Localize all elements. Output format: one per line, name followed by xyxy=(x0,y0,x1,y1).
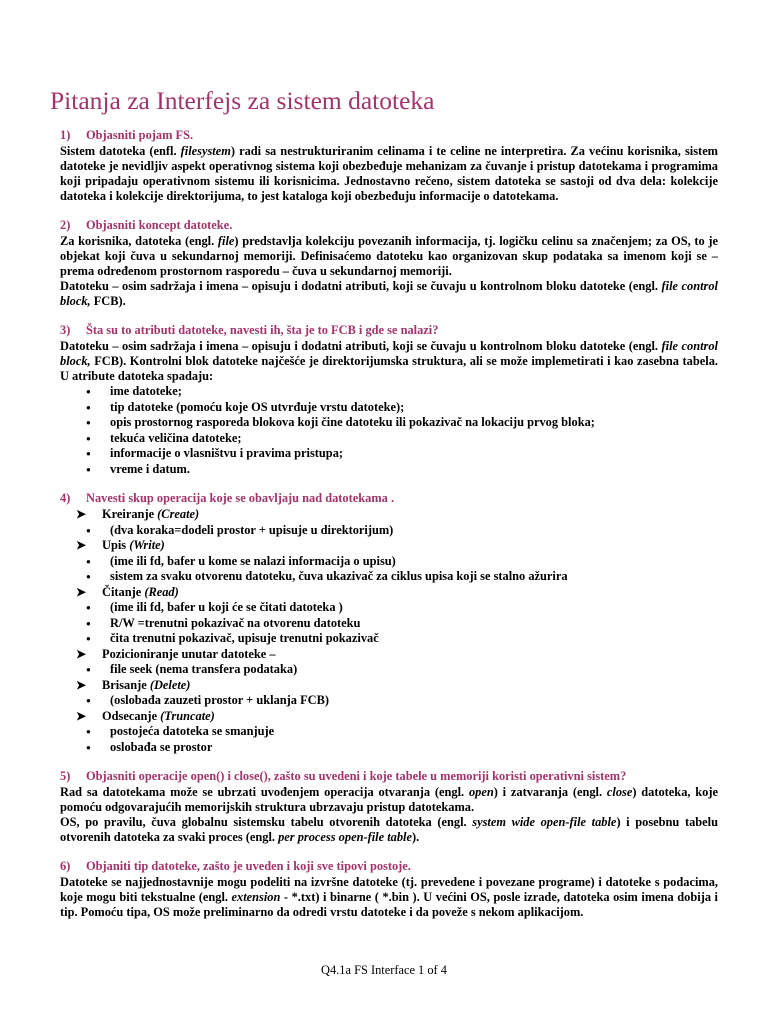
operation-english-name: (Create) xyxy=(157,507,200,521)
question-number: 1) xyxy=(60,128,71,142)
list-item: ● (ime ili fd, bafer u kome se nalazi informacija o upisu) xyxy=(60,554,718,570)
operation-english-name: (Delete) xyxy=(149,677,191,692)
section-2 xyxy=(60,218,718,309)
answer-paragraph xyxy=(60,144,718,204)
operation-name: Upis xyxy=(102,538,130,552)
document-body xyxy=(60,128,718,934)
section-4 xyxy=(60,491,718,755)
question-text: Navesti skup operacija koje se obavljaju nad datotekama . xyxy=(86,491,395,505)
section-1 xyxy=(60,128,718,204)
term-italic: file control block, xyxy=(60,279,718,308)
list-item: ● ime datoteke; xyxy=(60,384,718,400)
operation-name: Odsecanje xyxy=(102,708,161,723)
list-item: ● oslobađa se prostor xyxy=(60,740,718,756)
question-number: 4) xyxy=(60,491,71,505)
text-run: Rad sa datotekama može se ubrzati uvođenjem operacija otvaranja (engl. xyxy=(60,785,469,799)
answer-paragraph xyxy=(60,785,718,815)
question-1 xyxy=(60,128,718,143)
list-item: ● vreme i datum. xyxy=(60,462,718,478)
text-run: Datoteke se najjednostavnije mogu podeliti na izvršne datoteke (tj. prevedene i povezane programe) i datoteke s podacima, koje mogu biti tekstualne (engl. xyxy=(60,875,718,904)
list-item: ● (ime ili fd, bafer u koji će se čitati datoteka ) xyxy=(60,600,718,616)
term-italic: extension xyxy=(231,890,281,904)
list-item: ● (oslobađa zauzeti prostor + uklanja FCB) xyxy=(60,693,718,709)
operation-details xyxy=(60,600,718,647)
operation-details xyxy=(60,724,718,755)
list-item: ● informacije o vlasništvu i pravima pristupa; xyxy=(60,446,718,462)
list-item: ● (dva koraka=dodeli prostor + upisuje u direktorijum) xyxy=(60,523,718,539)
term-italic: file xyxy=(217,234,235,248)
operation-details xyxy=(60,554,718,585)
term-italic: file control block, xyxy=(60,339,718,368)
text-run: Datoteku – osim sadržaja i imena – opisuju i dodatni atributi, koji se čuvaju u kontrolnom bloku datoteke (engl. xyxy=(60,279,662,293)
term-italic: open xyxy=(468,785,494,799)
operation-english-name: (Read) xyxy=(144,584,179,599)
question-text: Objasniti koncept datoteke. xyxy=(86,218,233,232)
arrow-bullet-icon: ➤ xyxy=(76,708,87,723)
text-run: FCB). xyxy=(90,294,126,308)
list-item: ● sistem za svaku otvorenu datoteku, čuva ukazivač za ciklus upisa koji se stalno ažurira xyxy=(60,569,718,585)
operation-heading xyxy=(60,647,718,663)
arrow-bullet-icon: ➤ xyxy=(76,584,87,599)
operation-english-name: (Truncate) xyxy=(160,708,215,723)
question-text: Objasniti operacije open() i close(), zašto su uvedeni i koje tabele u memoriji koristi operativni sistem? xyxy=(86,769,627,783)
term-italic: system wide open-file table xyxy=(472,815,617,829)
list-item: ● tip datoteke (pomoću koje OS utvrđuje vrstu datoteke); xyxy=(60,400,718,416)
text-run: ). xyxy=(411,830,420,844)
operation-heading xyxy=(60,585,718,601)
operation-seek xyxy=(60,647,718,678)
question-4 xyxy=(60,491,718,506)
page-footer: Q4.1a FS Interface 1 of 4 xyxy=(321,963,447,977)
operation-name: Čitanje xyxy=(102,584,145,599)
question-3 xyxy=(60,323,718,338)
arrow-bullet-icon: ➤ xyxy=(76,507,87,521)
operation-delete xyxy=(60,678,718,709)
text-run: FCB). Kontrolni blok datoteke najčešće je direktorijumska struktura, ali se može implemetirati i kao zasebna tabela. U atribute datoteka spadaju: xyxy=(60,354,718,383)
operation-name: Kreiranje xyxy=(102,507,158,521)
question-2 xyxy=(60,218,718,233)
question-text: Objasniti pojam FS. xyxy=(86,128,194,142)
attribute-list xyxy=(60,384,718,477)
question-number: 3) xyxy=(60,323,71,337)
section-6 xyxy=(60,859,718,920)
operation-read xyxy=(60,585,718,647)
text-run: Za korisnika, datoteka (engl. xyxy=(60,234,218,248)
section-5 xyxy=(60,769,718,845)
text-run: ) i posebnu tabelu otvorenih datoteka za svaki proces (engl. xyxy=(60,815,718,844)
list-item: ● čita trenutni pokazivač, upisuje trenutni pokazivač xyxy=(60,631,718,647)
question-text: Objaniti tip datoteke, zašto je uveden i koji sve tipovi postoje. xyxy=(86,859,411,873)
operation-create xyxy=(60,507,718,538)
arrow-bullet-icon: ➤ xyxy=(76,677,87,692)
section-3 xyxy=(60,323,718,477)
answer-paragraph xyxy=(60,234,718,279)
operation-heading xyxy=(60,507,718,523)
question-number: 6) xyxy=(60,859,71,873)
operation-details xyxy=(60,523,718,539)
list-item: ● file seek (nema transfera podataka) xyxy=(60,662,718,678)
question-5 xyxy=(60,769,718,784)
operations-list xyxy=(60,507,718,755)
answer-paragraph xyxy=(60,339,718,384)
operation-write xyxy=(60,538,718,585)
text-run: ) radi sa nestrukturiranim celinama i te celine ne interpretira. Za većinu korisnika, sistem datoteke je nevidljiv aspekt operativnog sistema koji obezbeđuje mehanizam za čuvanje i pristup datotekama i programima koji pripadaju operativnom sistemu ili korisnicima. Jednostavno rečeno, sistem datoteka se sastoji od dva dela: kolekcije datoteka i kolekcije direktorijuma, to jest kataloga koji obezbeđuju informacije o datotekama. xyxy=(60,144,719,203)
list-item: ● R/W =trenutni pokazivač na otvorenu datoteku xyxy=(60,616,718,632)
list-item: ● postojeća datoteka se smanjuje xyxy=(60,724,718,740)
text-run: - *.txt) i binarne ( *.bin ). U većini OS, posle izrade, datoteka osim imena dobija i tip. Pomoću tipa, OS može preliminarno da odredi vrstu datoteke i da poveže s nekom aplikacijom. xyxy=(60,890,719,919)
text-run: ) i zatvaranja (engl. xyxy=(493,785,607,799)
list-item: ● tekuća veličina datoteke; xyxy=(60,431,718,447)
arrow-bullet-icon: ➤ xyxy=(76,538,87,552)
text-run: ) predstavlja kolekciju povezanih informacija, tj. logičku celinu sa značenjem; za OS, to je objekat koji čuva u sekundarnoj memoriji. Definisaćemo datoteku kao organizovan skup podataka sa imenom koji se – prema određenom prostornom rasporedu – čuva u sekundarnoj memoriji. xyxy=(60,234,719,278)
operation-heading xyxy=(60,538,718,554)
term-italic: filesystem xyxy=(180,144,231,158)
answer-paragraph xyxy=(60,279,718,309)
operation-name: Brisanje xyxy=(102,677,150,692)
operation-english-name: (Write) xyxy=(129,538,165,552)
question-text: Šta su to atributi datoteke, navesti ih, šta je to FCB i gde se nalazi? xyxy=(86,323,439,337)
list-item: ● opis prostornog rasporeda blokova koji čine datoteku ili pokazivač na lokaciju prvog bloka; xyxy=(60,415,718,431)
term-italic: per process open-file table xyxy=(278,830,412,844)
question-number: 2) xyxy=(60,218,71,232)
arrow-bullet-icon: ➤ xyxy=(76,646,87,661)
operation-heading xyxy=(60,678,718,694)
page-title: Pitanja za Interfejs za sistem datoteka xyxy=(50,86,435,115)
operation-name: Pozicioniranje unutar datoteke – xyxy=(102,646,276,661)
text-run: Datoteku – osim sadržaja i imena – opisuju i dodatni atributi, koji se čuvaju u kontrolnom bloku datoteke (engl. xyxy=(60,339,662,353)
text-run: ) datoteka, koje pomoću odgovarajućih memorijskih struktura ubrzavaju pristup datotekama. xyxy=(60,785,718,814)
text-run: Sistem datoteka (enfl. xyxy=(60,144,181,158)
answer-paragraph xyxy=(60,875,718,920)
text-run: OS, po pravilu, čuva globalnu sistemsku tabelu otvorenih datoteka (engl. xyxy=(60,815,473,829)
operation-details xyxy=(60,662,718,678)
question-6 xyxy=(60,859,718,874)
operation-details xyxy=(60,693,718,709)
question-number: 5) xyxy=(60,769,71,783)
answer-paragraph xyxy=(60,815,718,845)
operation-truncate xyxy=(60,709,718,756)
operation-heading xyxy=(60,709,718,725)
term-italic: close xyxy=(606,785,633,799)
